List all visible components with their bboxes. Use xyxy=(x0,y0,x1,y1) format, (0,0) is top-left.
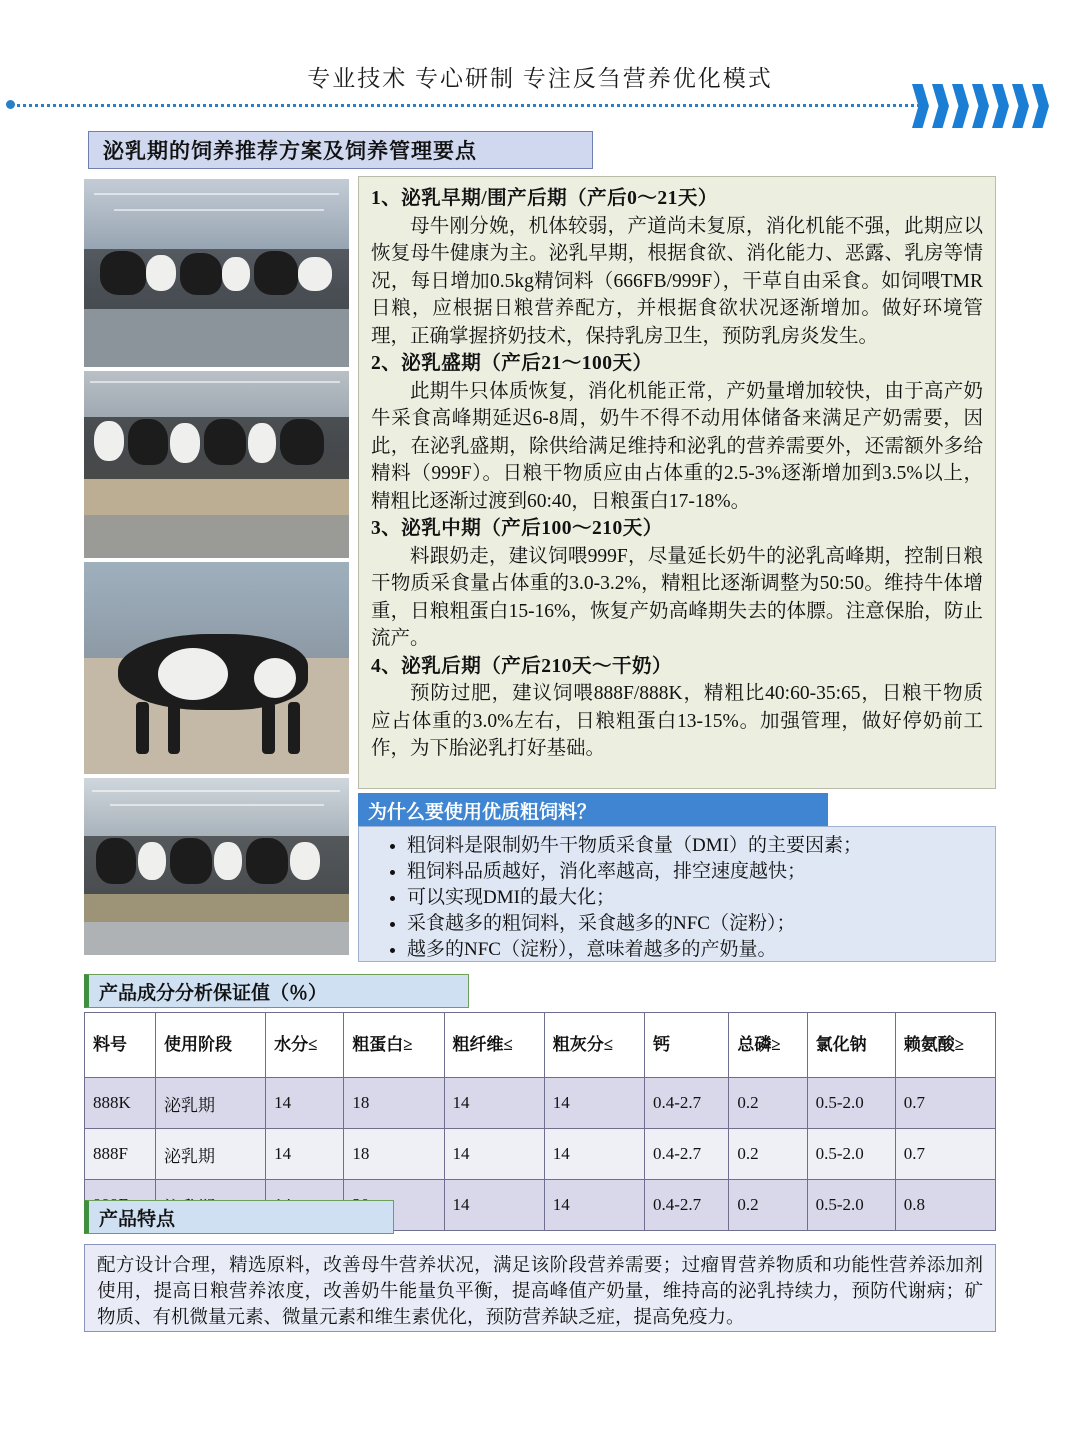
list-item: • 粗饲料是限制奶牛干物质采食量（DMI）的主要因素； xyxy=(407,833,985,859)
section-body-1: 母牛刚分娩，机体较弱，产道尚未复原，消化机能不强，此期应以恢复母牛健康为主。泌乳早期，根据食欲、消化能力、恶露、乳房等情况，每日增加0.5kg精饲料（666FB/999F），干草自由采食。如饲喂TMR日粮，应根据日粮营养配方，并根据食欲状况逐渐增加。做好环境管理，正确掌握挤奶技术，保持乳房卫生，预防乳房炎发生。 xyxy=(371,215,983,347)
cell: 0.4-2.7 xyxy=(644,1129,728,1180)
cell: 14 xyxy=(444,1129,544,1180)
cell: 0.4-2.7 xyxy=(644,1078,728,1129)
photo-feeding-herd xyxy=(84,778,349,955)
page-title xyxy=(88,131,593,169)
photo-barn-stalls xyxy=(84,179,349,367)
section-body-2: 此期牛只体质恢复，消化机能正常，产奶量增加较快，由于高产奶牛采食高峰期延迟6-8周，奶牛不得不动用体储备来满足产奶需要，因此，在泌乳盛期，除供给满足维持和泌乳的营养需要外，还需额外多给精料（999F）。日粮干物质应由占体重的2.5-3%逐渐增加到3.5%以上，精粗比逐渐过渡到60:40，日粮蛋白17-18%。 xyxy=(371,380,983,512)
section-heading-1: 1、泌乳早期/围产后期（产后0～21天） xyxy=(371,188,718,209)
cell: 14 xyxy=(544,1078,644,1129)
list-item: • 采食越多的粗饲料，采食越多的NFC（淀粉）； xyxy=(407,911,985,937)
page-title-text: 泌乳期的饲养推荐方案及饲养管理要点 xyxy=(103,140,477,163)
cell: 泌乳期 xyxy=(155,1129,265,1180)
cell: 888K xyxy=(85,1078,156,1129)
column-header: 料号 xyxy=(85,1013,156,1078)
section-heading-3: 3、泌乳中期（产后100～210天） xyxy=(371,518,663,539)
forage-benefits-panel xyxy=(358,826,996,962)
features-heading xyxy=(84,1200,394,1234)
column-header: 使用阶段 xyxy=(155,1013,265,1078)
list-item: • 粗饲料品质越好，消化率越高，排空速度越快； xyxy=(407,859,985,885)
column-header: 总磷≥ xyxy=(729,1013,807,1078)
header-slogan: 专业技术 专心研制 专注反刍营养优化模式 xyxy=(307,66,773,91)
cell: 14 xyxy=(444,1078,544,1129)
cell: 0.8 xyxy=(895,1180,995,1231)
column-header: 赖氨酸≥ xyxy=(895,1013,995,1078)
cell: 14 xyxy=(266,1078,344,1129)
cell: 泌乳期 xyxy=(155,1078,265,1129)
features-title: 产品特点 xyxy=(99,1208,176,1230)
cell: 0.2 xyxy=(729,1078,807,1129)
spec-table xyxy=(84,1012,996,1231)
list-item: • 可以实现DMI的最大化； xyxy=(407,885,985,911)
cell: 18 xyxy=(344,1078,444,1129)
column-header: 粗纤维≤ xyxy=(444,1013,544,1078)
cell: 0.5-2.0 xyxy=(807,1129,895,1180)
cell: 0.2 xyxy=(729,1180,807,1231)
column-header: 粗灰分≤ xyxy=(544,1013,644,1078)
features-panel xyxy=(84,1244,996,1332)
cell: 0.7 xyxy=(895,1078,995,1129)
column-header: 粗蛋白≥ xyxy=(344,1013,444,1078)
page-header xyxy=(0,0,1080,110)
spec-table-title: 产品成分分析保证值（％） xyxy=(99,982,328,1004)
features-text: 配方设计合理，精选原料，改善母牛营养状况，满足该阶段营养需要；过瘤胃营养物质和功能性营养添加剂使用，提高日粮营养浓度，改善奶牛能量负平衡，提高峰值产奶量，维持高的泌乳持续力，预防代谢病；矿物质、有机微量元素、微量元素和维生素优化，预防营养缺乏症，提高免疫力。 xyxy=(97,1256,983,1328)
cell: 14 xyxy=(544,1180,644,1231)
section-heading-2: 2、泌乳盛期（产后21～100天） xyxy=(371,353,653,374)
column-header: 水分≤ xyxy=(266,1013,344,1078)
cell: 14 xyxy=(444,1180,544,1231)
cell: 0.7 xyxy=(895,1129,995,1180)
section-body-3: 料跟奶走，建议饲喂999F，尽量延长奶牛的泌乳高峰期，控制日粮干物质采食量占体重的3.0-3.2%，精粗比逐渐调整为50:50。维持牛体增重，日粮粗蛋白15-16%，恢复产奶高峰期失去的体膘。注意保胎，防止流产。 xyxy=(371,545,983,649)
cell: 0.2 xyxy=(729,1129,807,1180)
chevron-decoration xyxy=(912,84,1062,128)
header-divider xyxy=(10,104,920,107)
cell: 18 xyxy=(344,1129,444,1180)
cell: 888F xyxy=(85,1129,156,1180)
list-item: • 越多的NFC（淀粉），意味着越多的产奶量。 xyxy=(407,937,985,963)
corner-dot-left xyxy=(6,100,15,109)
photo-single-cow xyxy=(84,562,349,774)
photo-feed-alley xyxy=(84,371,349,558)
column-header: 氯化钠 xyxy=(807,1013,895,1078)
table-row xyxy=(85,1078,996,1129)
section-body-4: 预防过肥，建议饲喂888F/888K，精粗比40:60-35:65，日粮干物质应占体重的3.0%左右，日粮粗蛋白13-15%。加强管理，做好停奶前工作，为下胎泌乳打好基础。 xyxy=(371,683,983,759)
forage-question-text: 为什么要使用优质粗饲料？ xyxy=(368,801,597,823)
lactation-guidance-panel xyxy=(358,176,996,789)
cell: 0.5-2.0 xyxy=(807,1180,895,1231)
photo-column xyxy=(84,179,349,959)
cell: 0.4-2.7 xyxy=(644,1180,728,1231)
cell: 0.5-2.0 xyxy=(807,1078,895,1129)
table-row xyxy=(85,1129,996,1180)
table-header-row xyxy=(85,1013,996,1078)
cell: 14 xyxy=(266,1129,344,1180)
forage-question-bar xyxy=(358,793,828,827)
section-heading-4: 4、泌乳后期（产后210天～干奶） xyxy=(371,655,673,677)
cell: 14 xyxy=(544,1129,644,1180)
spec-table-heading xyxy=(84,974,469,1008)
column-header: 钙 xyxy=(644,1013,728,1078)
